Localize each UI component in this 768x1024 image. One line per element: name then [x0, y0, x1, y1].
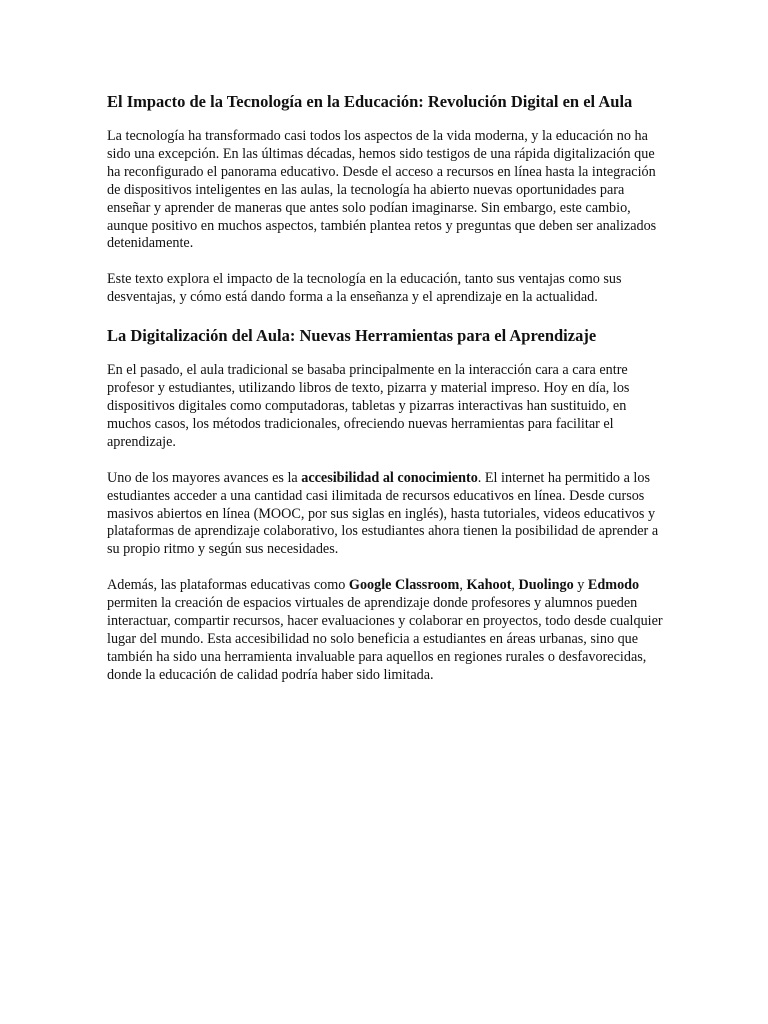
section-paragraph-2: [107, 470, 667, 560]
separator: ,: [511, 577, 519, 594]
paragraph-text: Además, las plataformas educativas como: [107, 577, 349, 594]
document-title: El Impacto de la Tecnología en la Educación: Revolución Digital en el Aula: [107, 92, 633, 111]
platform-duolingo: Duolingo: [518, 577, 574, 594]
bold-term-accessibility: accesibilidad al conocimiento: [301, 469, 478, 486]
intro-paragraph-2: Este texto explora el impacto de la tecnología en la educación, tanto sus ventajas como sus desventajas, y cómo está dando forma a la enseñanza y el aprendizaje en la actualidad.: [107, 271, 622, 306]
document-page: [107, 91, 667, 703]
paragraph-text: Uno de los mayores avances es la: [107, 469, 302, 486]
platform-kahoot: Kahoot: [466, 577, 512, 594]
section-heading: La Digitalización del Aula: Nuevas Herramientas para el Aprendizaje: [107, 326, 597, 346]
paragraph-text: permiten la creación de espacios virtuales de aprendizaje donde profesores y alumnos pueden interactuar, compartir recursos, hacer evaluaciones y colaborar en proyectos, todo desde cualquier lugar del mundo. Esta accesibilidad no solo beneficia a estudiantes en áreas urbanas, sino que también ha sido una herramienta invaluable para aquellos en regiones rurales o desfavorecidas, donde la educación de calidad podría haber sido limitada.: [107, 595, 663, 683]
separator: ,: [459, 577, 467, 594]
section-paragraph-3: [107, 577, 667, 684]
intro-paragraph-1: La tecnología ha transformado casi todos los aspectos de la vida moderna, y la educación no ha sido una excepción. En las últimas décadas, hemos sido testigos de una rápida digitalización que ha reconfigurado el panorama educativo. Desde el acceso a recursos en línea hasta la integración de dispositivos inteligentes en las aulas, la tecnología ha abierto nuevas oportunidades para enseñar y aprender de maneras que antes solo podían imaginarse. Sin embargo, este cambio, aunque positivo en muchos aspectos, también plantea retos y preguntas que deben ser analizados detenidamente.: [107, 128, 657, 252]
paragraph-text: . El internet ha permitido a los estudiantes acceder a una cantidad casi ilimitada de recursos educativos en línea. Desde cursos masivos abiertos en línea (MOOC, por sus siglas en inglés), hasta tutoriales, videos educativos y plataformas de aprendizaje colaborativo, los estudiantes ahora tienen la posibilidad de aprender a su propio ritmo y según sus necesidades.: [107, 469, 659, 558]
separator: y: [573, 577, 588, 594]
platform-edmodo: Edmodo: [587, 577, 640, 594]
platform-google-classroom: Google Classroom: [348, 577, 460, 594]
section-paragraph-1: En el pasado, el aula tradicional se basaba principalmente en la interacción cara a cara entre profesor y estudiantes, utilizando libros de texto, pizarra y material impreso. Hoy en día, los dispositivos digitales como computadoras, tabletas y pizarras interactivas han sustituido, en muchos casos, los métodos tradicionales, ofreciendo nuevas herramientas para facilitar el aprendizaje.: [107, 362, 630, 450]
